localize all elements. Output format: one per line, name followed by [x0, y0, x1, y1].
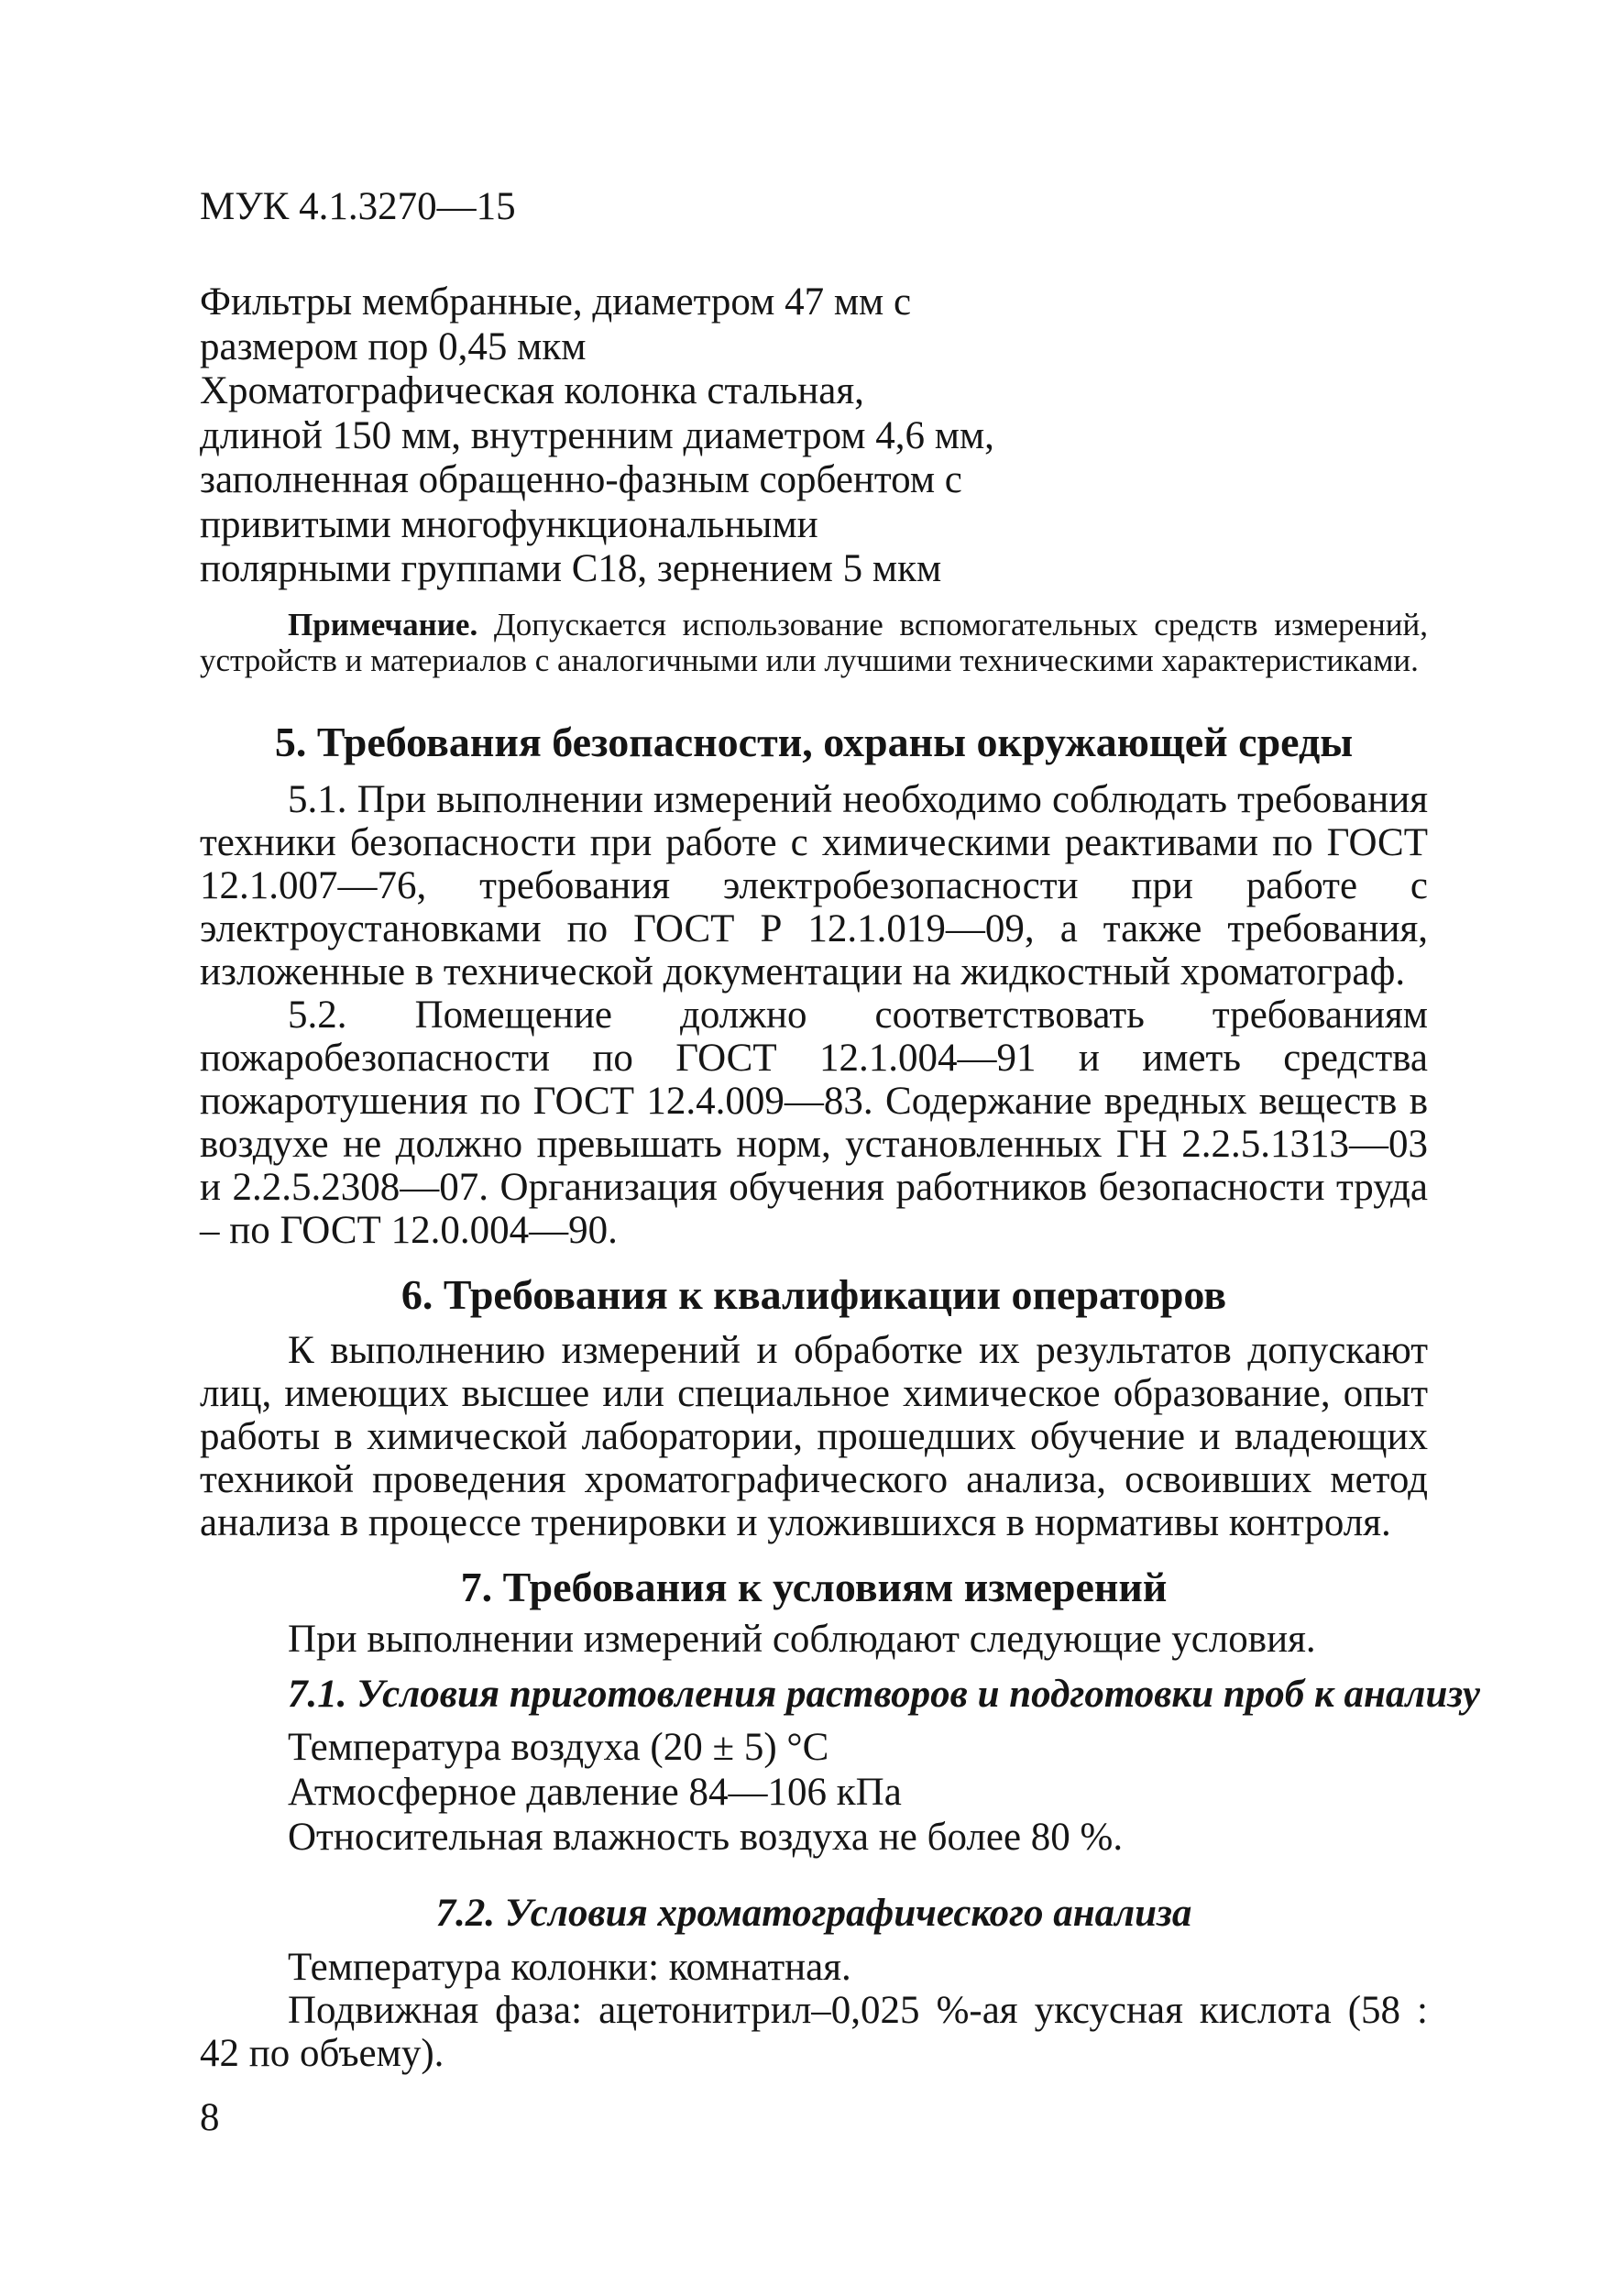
section-7-intro: При выполнении измерений соблюдают следующие условия. [288, 1617, 1316, 1661]
condition-line: Атмосферное давление 84—106 кПа [288, 1770, 902, 1814]
equipment-line: полярными группами С18, зернением 5 мкм [200, 547, 942, 590]
section-6-heading: 6. Требования к квалификации операторов [401, 1270, 1227, 1318]
equipment-line: Хроматографическая колонка стальная, [200, 369, 864, 412]
note-label: Примечание. [288, 606, 478, 642]
equipment-line: размером пор 0,45 мкм [200, 324, 587, 368]
subsection-7-2-paragraph-2: Подвижная фаза: ацетонитрил–0,025 %-ая уксусная кислота (58 : 42 по объему). [200, 1988, 1428, 2075]
equipment-line: привитыми многофункциональными [200, 502, 818, 546]
document-header: МУК 4.1.3270—15 [200, 185, 516, 228]
subsection-7-1-conditions [288, 1725, 1428, 1860]
section-5-paragraph-2: 5.2. Помещение должно соответствовать требованиям пожаробезопасности по ГОСТ 12.1.004—91 и иметь средства пожаротушения по ГОСТ 12.4.009—83. Содержание вредных веществ в воздухе не должно превышать норм, установленных ГН 2.2.5.1313—03 и 2.2.5.2308—07. Организация обучения работников безопасности труда – по ГОСТ 12.0.004—90. [200, 993, 1428, 1252]
condition-line: Температура воздуха (20 ± 5) °С [288, 1725, 829, 1769]
equipment-list [200, 280, 1428, 592]
subsection-7-1-heading: 7.1. Условия приготовления растворов и подготовки проб к анализу [288, 1672, 1480, 1716]
equipment-line: длиной 150 мм, внутренним диаметром 4,6 мм, [200, 413, 994, 457]
page-number: 8 [200, 2096, 220, 2139]
subsection-7-2-paragraph-1: Температура колонки: комнатная. [288, 1945, 851, 1989]
equipment-line: Фильтры мембранные, диаметром 47 мм с [200, 280, 912, 324]
section-7-heading: 7. Требования к условиям измерений [460, 1563, 1168, 1610]
section-5-paragraph-1: 5.1. При выполнении измерений необходимо соблюдать требования техники безопасности при работе с химическими реактивами по ГОСТ 12.1.007—76, требования электробезопасности при работе с электроустановками по ГОСТ Р 12.1.019—09, а также требования, изложенные в технической документации на жидкостный хроматограф. [200, 777, 1428, 994]
condition-line: Относительная влажность воздуха не более 80 %. [288, 1815, 1124, 1859]
document-page [200, 183, 1480, 2075]
subsection-7-2-heading: 7.2. Условия хроматографического анализа [435, 1891, 1192, 1935]
section-5-heading: 5. Требования безопасности, охраны окружающей среды [274, 718, 1354, 765]
note-text: Допускается использование вспомогательных средств измерений, устройств и материалов с аналогичными или лучшими техническими характеристиками. [200, 606, 1428, 678]
note [200, 607, 1428, 679]
equipment-line: заполненная обращенно-фазным сорбентом с [200, 458, 962, 501]
section-6-paragraph: К выполнению измерений и обработке их результатов допускают лиц, имеющих высшее или специальное химическое образование, опыт работы в химической лаборатории, прошедших обучение и владеющих техникой проведения хроматографического анализа, освоивших метод анализа в процессе тренировки и уложившихся в нормативы контроля. [200, 1328, 1428, 1544]
